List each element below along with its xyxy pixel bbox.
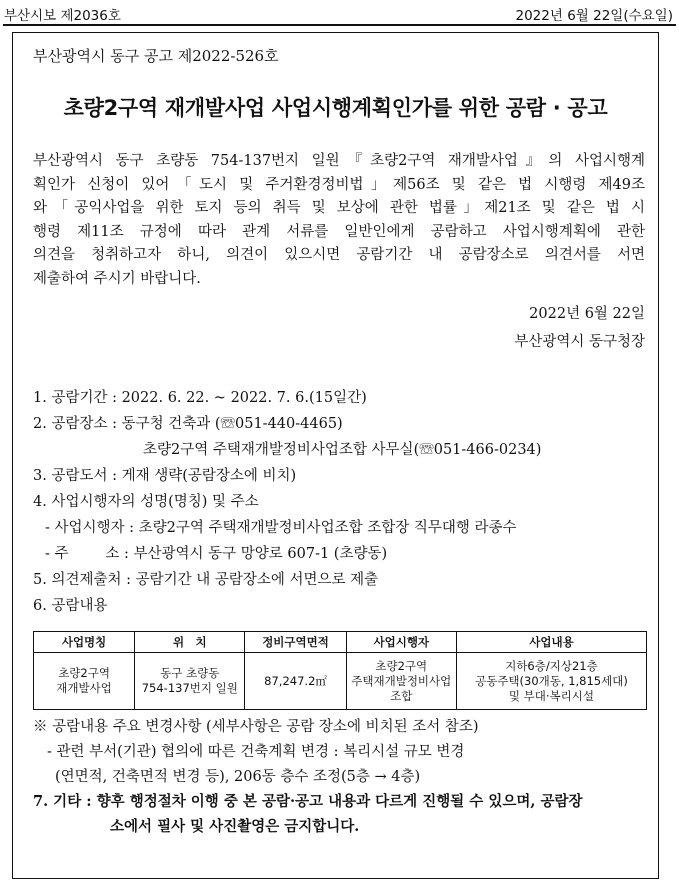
cell-line: 공동주택(30개동, 1,815세대) (475, 673, 628, 688)
issuer: 부산광역시 동구청장 (514, 334, 645, 350)
notice-title: 초량2구역 재개발사업 사업시행계획인가를 위한 공람 · 공고 (63, 96, 608, 120)
body-line: 획인가 신청이 있어「도시 및 주거환경정비법」제56조 및 같은 법 시행령 제49조 (33, 176, 645, 193)
note-change-detail: (연면적, 건축면적 변경 등), 206동 층수 조정(5층 → 4층) (55, 769, 421, 785)
notice-date: 2022년 6월 22일 (529, 306, 645, 322)
column-header: 사업내용 (456, 632, 646, 653)
page-header (4, 4, 673, 24)
cell-line: 754-137번지 일원 (141, 681, 238, 695)
item-operator-address: - 주 소 : 부산광역시 동구 망양로 607-1 (초량동) (45, 546, 388, 562)
item-submission: 5. 의견제출처 : 공람기간 내 공람장소에 서면으로 제출 (33, 572, 379, 588)
project-table (33, 631, 647, 710)
column-header: 위 치 (135, 632, 245, 653)
cell-line: 동구 초량동 (160, 666, 220, 680)
cell-line: 주택재개발정비사업 (351, 673, 452, 688)
body-line: 부산광역시 동구 초량동 754-137번지 일원『초량2구역 재개발사업』의 사업시행계 (33, 153, 645, 169)
cell-line: 및 부대·복리시설 (508, 688, 594, 703)
publication-name: 부산시보 제2036호 (4, 8, 121, 24)
notice-number: 부산광역시 동구 공고 제2022-526호 (33, 47, 279, 65)
cell-line: 지하6층/지상21층 (505, 658, 598, 673)
body-paragraph (33, 150, 645, 292)
publication-date: 2022년 6월 22일(수요일) (515, 8, 673, 24)
note-changes-heading: ※ 공람내용 주요 변경사항 (세부사항은 공람 장소에 비치된 조서 참조) (33, 719, 479, 735)
cell-location (135, 653, 245, 710)
cell-line: 초량2구역 (375, 658, 428, 673)
column-header: 사업명칭 (34, 632, 135, 653)
cell-line: 초량2구역 (58, 666, 110, 680)
item-documents: 3. 공람도서 : 게재 생략(공람장소에 비치) (33, 468, 297, 484)
header-divider (3, 24, 676, 26)
item-place: 2. 공람장소 : 동구청 건축과 (☏051-440-4465) (33, 416, 343, 432)
item-operator-heading: 4. 사업시행자의 성명(명칭) 및 주소 (33, 494, 259, 510)
cell-line: 87,247.2㎡ (264, 673, 327, 688)
cell-line: 조합 (390, 688, 413, 703)
body-line: 의견을 청취하고자 하니, 의견이 있으시면 공람기간 내 공람장소로 의견서를 서면 (33, 247, 645, 264)
item-operator-name: - 사업시행자 : 초량2구역 주택재개발정비사업조합 조합장 직무대행 라종수 (45, 520, 517, 536)
item-place-secondary: 초량2구역 주택재개발정비사업조합 사무실(☏051-466-0234) (143, 442, 542, 458)
item-period: 1. 공람기간 : 2022. 6. 22. ~ 2022. 7. 6.(15일간) (33, 390, 367, 406)
cell-operator (346, 653, 456, 710)
note-misc: 7. 기타 : 향후 행정절차 이행 중 본 공람·공고 내용과 다르게 진행될 수 있으며, 공람장 (33, 793, 583, 810)
body-line: 제출하여 주시기 바랍니다. (33, 270, 201, 287)
cell-area (245, 653, 346, 710)
note-change-item: - 관련 부서(기관) 협의에 따른 건축계획 변경 : 복리시설 규모 변경 (47, 744, 465, 760)
table-header-row (34, 632, 647, 653)
item-contents: 6. 공람내용 (33, 598, 108, 614)
body-line: 와「공익사업을 위한 토지 등의 취득 및 보상에 관한 법률」제21조 및 같은 법 시 (33, 200, 645, 217)
note-misc-continued: 소에서 필사 및 사진촬영은 금지합니다. (110, 818, 360, 835)
table-row (34, 653, 647, 710)
cell-line: 재개발사업 (56, 681, 112, 695)
column-header: 사업시행자 (346, 632, 456, 653)
body-line: 행령 제11조 규정에 따라 관계 서류를 일반인에게 공람하고 사업시행계획에 관한 (33, 223, 645, 240)
cell-description (456, 653, 646, 710)
column-header: 정비구역면적 (245, 632, 346, 653)
cell-project-name (34, 653, 135, 710)
